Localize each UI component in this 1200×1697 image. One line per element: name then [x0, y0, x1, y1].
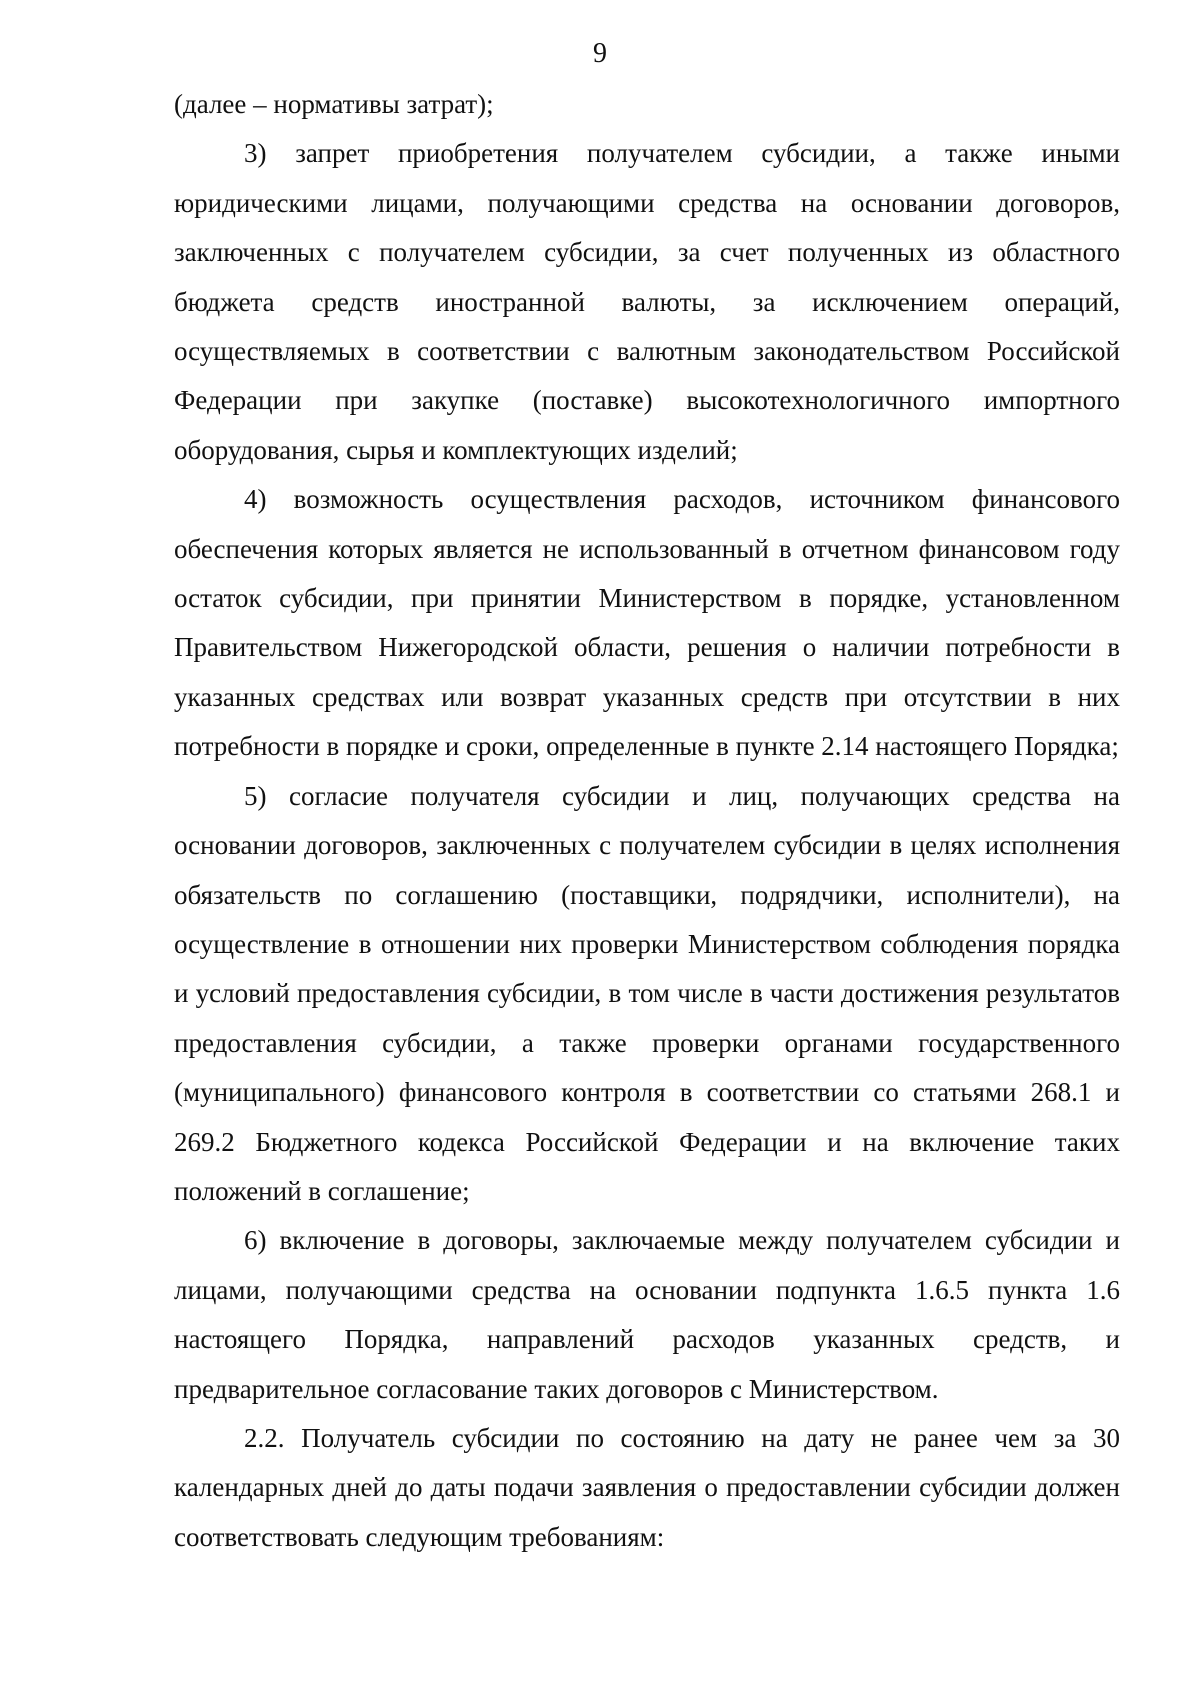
page-number: 9: [593, 38, 607, 69]
paragraph-item-6: 6) включение в договоры, заключаемые между получателем субсидии и лицами, получающими средства на основании подпункта 1.6.5 пункта 1.6 настоящего Порядка, направлений расходов указанных средств, и предварительное согласование таких договоров с Министерством.: [174, 1225, 1120, 1404]
paragraph-continuation: (далее – нормативы затрат);: [174, 89, 494, 119]
paragraph-item-3: 3) запрет приобретения получателем субсидии, а также иными юридическими лицами, получающими средства на основании договоров, заключенных с получателем субсидии, за счет полученных из областного бюджета средств иностранной валюты, за исключением операций, осуществляемых в соответствии с валютным законодательством Российской Федерации при закупке (поставке) высокотехнологичного импортного оборудования, сырья и комплектующих изделий;: [174, 138, 1120, 465]
paragraph-section-2-2: 2.2. Получатель субсидии по состоянию на дату не ранее чем за 30 календарных дней до даты подачи заявления о предоставлении субсидии должен соответствовать следующим требованиям:: [174, 1422, 1120, 1552]
paragraph-item-4: 4) возможность осуществления расходов, источником финансового обеспечения которых является не использованный в отчетном финансовом году остаток субсидии, при принятии Министерством в порядке, установленном Правительством Нижегородской области, решения о наличии потребности в указанных средствах или возврат указанных средств при отсутствии в них потребности в порядке и сроки, определенные в пункте 2.14 настоящего Порядка;: [174, 484, 1120, 762]
paragraph-item-5: 5) согласие получателя субсидии и лиц, получающих средства на основании договоров, заключенных с получателем субсидии в целях исполнения обязательств по соглашению (поставщики, подрядчики, исполнители), на осуществление в отношении них проверки Министерством соблюдения порядка и условий предоставления субсидии, в том числе в части достижения результатов предоставления субсидии, а также проверки органами государственного (муниципального) финансового контроля в соответствии со статьями 268.1 и 269.2 Бюджетного кодекса Российской Федерации и на включение таких положений в соглашение;: [174, 780, 1120, 1206]
document-body: [174, 80, 1120, 1562]
